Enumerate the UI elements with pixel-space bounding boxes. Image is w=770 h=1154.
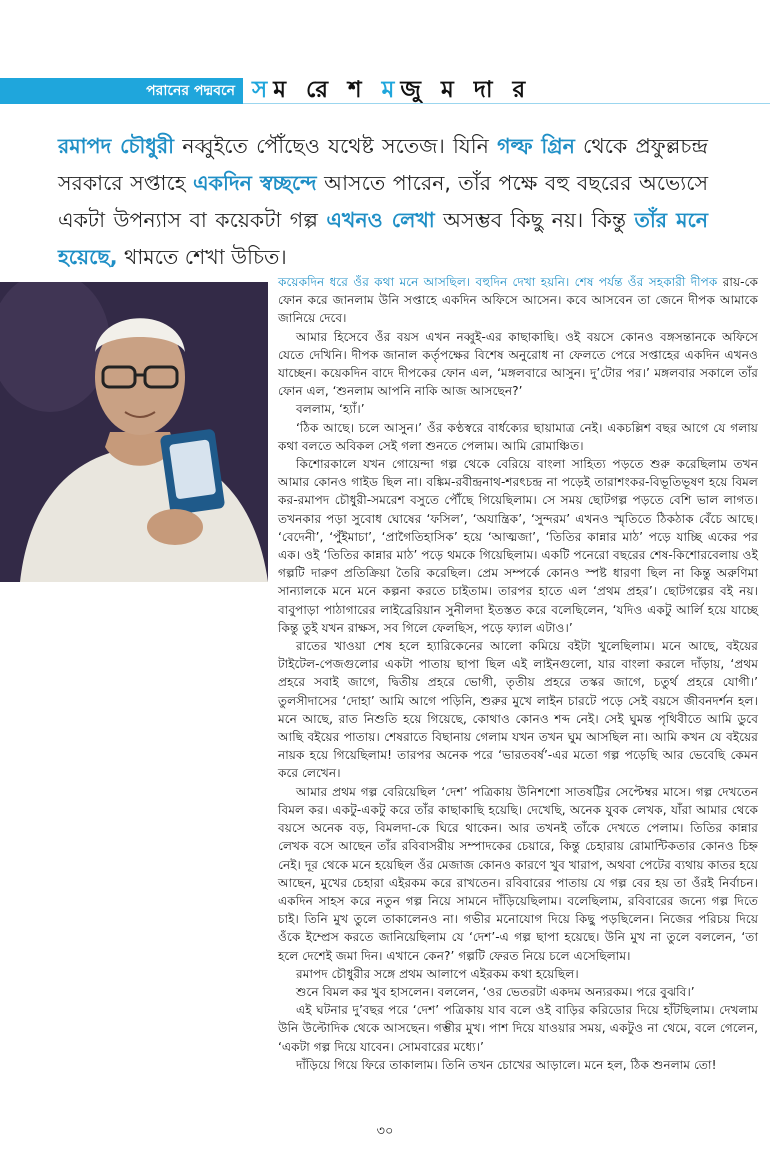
intro-paragraph <box>58 128 708 276</box>
author-last-rest: জু ম দা র <box>400 77 532 103</box>
intro-highlight-4: তাঁর মনে হয়েছে, <box>58 208 708 269</box>
body-paragraph-5: কিশোরকালে যখন গোয়েন্দা গল্প থেকে বেরিয়ে বাংলা সাহিত্য পড়তে শুরু করেছিলাম তখন আমার কোনও গাইড ছিল না। বঙ্কিম-রবীন্দ্রনাথ-শরৎচন্দ্র না পড়েই তারাশংকর-বিভূতিভূষণ হয়ে বিমল কর-রমাপদ চৌধুরী-সমরেশ বসুতে পৌঁছে গিয়েছিলাম। সে সময় ছোটগল্প পড়তে বেশি ভাল লাগত। তখনকার পড়া সুবোধ ঘোষের ‘ফসিল’, ‘অযান্ত্রিক’, ‘সুন্দরম’ এখনও স্মৃতিতে ঠিকঠাক বেঁচে আছে। ‘বেদেনী’, ‘পুঁইমাচা’, ‘প্রাগৈতিহাসিক’ হয়ে ‘আত্মজা’, ‘তিতির কান্নার মাঠ’ পড়ে যাচ্ছি একের পর এক। ওই ‘তিতির কান্নার মাঠ’ পড়ে থমকে গিয়েছিলাম। একটি পনেরো বছরের শেষ-কিশোরবেলায় ওই গল্পটি দারুণ প্রতিক্রিয়া তৈরি করেছিল। প্রেম সম্পর্কে কোনও স্পষ্ট ধারণা ছিল না কিন্তু অরুণিমা সান্যালকে মনে মনে কল্পনা করতে চাইতাম। তারপর হাতে এল ‘প্রথম প্রহর’। ছোটগল্পের বই নয়। বাবুপাড়া পাঠাগারের লাইব্রেরিয়ান সুনীলদা ইতস্তত করে বলেছিলেন, ‘যদিও একটু আর্লি হয়ে যাচ্ছে কিন্তু তুই যখন রাক্ষস, সব গিলে ফেলছিস, পড়ে ফ্যাল এটাও।’ <box>278 457 758 635</box>
intro-text-2: থেকে প্রফুল্লচন্দ্র সরকারে সপ্তাহে <box>58 134 708 195</box>
header-rule <box>243 103 770 104</box>
intro-highlight-2: একদিন স্বচ্ছন্দে <box>193 171 317 195</box>
body-paragraph-6: রাতের খাওয়া শেষ হলে হ্যারিকেনের আলো কমিয়ে বইটা খুলেছিলাম। মনে আছে, বইয়ের টাইটেল-পেজগুলোর একটা পাতায় ছাপা ছিল এই লাইনগুলো, যার বাংলা করলে দাঁড়ায়, ‘প্রথম প্রহরে সবাই জাগে, দ্বিতীয় প্রহরে ভোগী, তৃতীয় প্রহরে তস্কর জাগে, চতুর্থ প্রহরে যোগী।’ তুলসীদাসের ‘দোহা’ আমি আগে পড়িনি, শুরুর মুখে লাইন চারটে পড়ে সেই বয়সে জীবনদর্শন হল। মনে আছে, রাত নিশুতি হয়ে গিয়েছে, কোথাও কোনও শব্দ নেই। সেই ঘুমন্ত পৃথিবীতে আমি ডুবে আছি বইয়ের পাতায়। শেষরাতে বিছানায় গেলাম যখন তখন ঘুম আসছিল না। আমি কখন যে বইয়ের নায়ক হয়ে গিয়েছিলাম! তারপর অনেক পরে ‘ভারতবর্ষ’-এর মতো গল্প পড়েছি আর ভেবেছি কেমন করে লেখেন। <box>278 639 758 781</box>
body-paragraph-9: শুনে বিমল কর খুব হাসলেন। বললেন, ‘ওর ভেতরটা একদম অন্যরকম। পরে বুঝবি।’ <box>296 984 695 999</box>
author-first-initial: স <box>252 77 274 103</box>
author-portrait-photo <box>0 282 268 582</box>
page-number: ৩০ <box>376 1124 394 1139</box>
author-name <box>252 74 531 106</box>
body-lead-line: কয়েকদিন ধরে ওঁর কথা মনে আসছিল। বহুদিন দেখা হয়নি। শেষ পর্যন্ত ওঁর সহকারী দীপক <box>278 275 718 289</box>
portrait-illustration <box>0 282 268 582</box>
column-title: পরানের পদ্মবনে <box>146 83 235 99</box>
intro-text-5: থামতে শেখা উচিত। <box>117 245 287 269</box>
column-header-band <box>0 78 243 104</box>
intro-place: গল্ফ গ্রিন <box>497 134 575 158</box>
body-paragraph-4: ‘ঠিক আছে। চলে আসুন।’ ওঁর কণ্ঠস্বরে বার্ধক্যের ছায়ামাত্র নেই। একচল্লিশ বছর আগে যে গলায় কথা বলতে অবিকল সেই গলা শুনতে পেলাম। আমি রোমাঞ্চিত। <box>278 420 758 453</box>
article-body <box>278 273 758 1074</box>
intro-text-3: আসতে পারেন, তাঁর পক্ষে বহু বছরের অভ্যেসে একটা উপন্যাস বা কয়েকটা গল্প <box>58 171 709 232</box>
intro-text-1: নব্বুইতে পৌঁছেও যথেষ্ট সতেজ। যিনি <box>174 134 498 158</box>
body-paragraph-1-text: রায়-কে ফোন করে জানলাম উনি সপ্তাহে একদিন অফিসে আসেন। কবে আসবেন তা জেনে দীপক আমাকে জানিয়ে দেবে। <box>278 275 758 326</box>
intro-name: রমাপদ চৌধুরী <box>58 134 175 158</box>
author-first-rest: ম রে শ <box>273 77 368 103</box>
intro-text-4: অসম্ভব কিছু নয়। কিন্তু <box>434 208 635 232</box>
body-paragraph-3: বললাম, ‘হ্যাঁ।’ <box>296 402 365 417</box>
intro-highlight-3: এখনও লেখা <box>326 208 435 232</box>
body-paragraph-1 <box>278 273 758 328</box>
body-paragraph-8: রমাপদ চৌধুরীর সঙ্গে প্রথম আলাপে এইরকম কথা হয়েছিল। <box>296 966 579 981</box>
author-last-initial: ম <box>381 77 401 103</box>
body-paragraph-2: আমার হিসেবে ওঁর বয়স এখন নব্বুই-এর কাছাকাছি। ওই বয়সে কোনও বঙ্গসন্তানকে অফিসে যেতে দেখিনি। দীপক জানাল কর্তৃপক্ষের বিশেষ অনুরোধ না ফেলতে পেরে সপ্তাহের একদিন এখনও যাচ্ছেন। কয়েকদিন বাদে দীপকের ফোন এল, ‘মঙ্গলবারে আসুন। দু’টোর পর।’ মঙ্গলবার সকালে তাঁর ফোন এল, ‘শুনলাম আপনি নাকি আজ আসছেন?’ <box>278 329 758 399</box>
body-paragraph-10: এই ঘটনার দু’বছর পরে ‘দেশ’ পত্রিকায় যাব বলে ওই বাড়ির করিডোর দিয়ে হাঁটছিলাম। দেখলাম উনি উল্টোদিক থেকে আসছেন। গম্ভীর মুখ। পাশ দিয়ে যাওয়ার সময়, একটুও না থেমে, বলে গেলেন, ‘একটা গল্প দিয়ে যাবেন। সোমবারের মধ্যে।’ <box>278 1003 758 1054</box>
body-paragraph-11: দাঁড়িয়ে গিয়ে ফিরে তাকালাম। তিনি তখন চোখের আড়ালে। মনে হল, ঠিক শুনলাম তো! <box>296 1057 717 1072</box>
body-paragraph-7: আমার প্রথম গল্প বেরিয়েছিল ‘দেশ’ পত্রিকায় উনিশশো সাতষট্টির সেপ্টেম্বর মাসে। গল্প দেখতেন বিমল কর। একটু-একটু করে তাঁর কাছাকাছি হয়েছি। দেখেছি, অনেক যুবক লেখক, যাঁরা আমার থেকে বয়সে অনেক বড়, বিমলদা-কে ঘিরে থাকেন। আর তখনই তাঁকে দেখতে পেলাম। তিতির কান্নার লেখক বসে আছেন তাঁর রবিবাসরীয় সম্পাদকের চেয়ারে, কিন্তু চেহারায় রোমান্টিকতার কোনও চিহ্ন নেই। দূর থেকে মনে হয়েছিল ওঁর মেজাজ কোনও কারণে খুব খারাপ, অথবা পেটের ব্যথায় কাতর হয়ে আছেন, মুখের চেহারা এইরকম করে রাখতেন। রবিবারের পাতায় যে গল্প বের হয় তা ওঁরই নির্বাচন। একদিন সাহস করে নতুন গল্প নিয়ে সামনে দাঁড়িয়েছিলাম। বলেছিলাম, রবিবারের জন্যে গল্প দিতে চাই। তিনি মুখ তুলে তাকালেনও না। গভীর মনোযোগ দিয়ে কিছু পড়ছিলেন। নিজের পরিচয় দিয়ে ওঁকে ইম্প্রেস করতে জানিয়েছিলাম যে ‘দেশ’-এ গল্প ছাপা হয়েছে। উনি মুখ না তুলে বললেন, ‘তা হলে দেশেই জমা দিন। এখানে কেন?’ গল্পটি ফেরত নিয়ে চলে এসেছিলাম। <box>278 784 758 963</box>
